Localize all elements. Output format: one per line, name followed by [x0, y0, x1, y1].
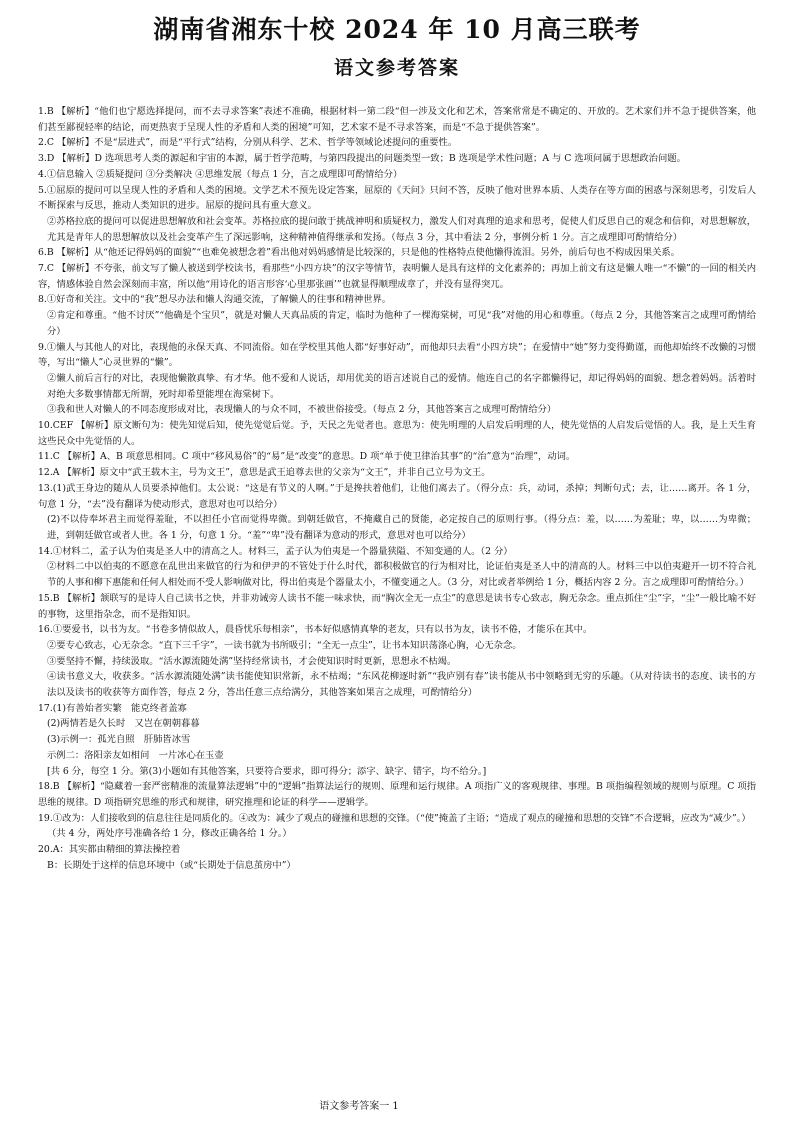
answer-subpoint: ②苏格拉底的提问可以促进思想解放和社会变革。苏格拉底的提问敢于挑战神明和质疑权力，激发人们对真理的追求和思考，促使人们反思自己的观念和信仰，对思想解放，尤其是青年人的思想解放以及社会变革产生了深远影响，这种精神值得继承和发扬。（每点 3 分，其中看法 2 分，事例分析 1 分。言之成理即可酌情给分） [47, 215, 756, 243]
answer-text: 17.(1)有善始者实繁 能克终者盖寡 [38, 702, 187, 714]
answer-item [38, 779, 756, 810]
answer-item [38, 261, 756, 292]
answer-item [38, 245, 756, 261]
answer-subpoint: 示例二：洛阳亲友如相问 一片冰心在玉壶 [47, 749, 224, 761]
answer-text: 10.CEF 【解析】原文断句为：使先知觉后知，使先觉觉后觉。予，天民之先觉者也。意思为：使先明理的人启发后明理的人，使先觉悟的人启发后觉悟的人。我，是上天生育这些民众中先觉悟的人。 [38, 420, 756, 447]
answer-item [38, 167, 756, 183]
answer-list [38, 104, 756, 873]
answer-subpoint: ④读书意义大，收获多。“活水源流随处满”读书能使知识常新，永不枯竭；“东风花柳逐时新”“我庐别有春”读书能从书中领略到无穷的乐趣。（从对待读书的态度、读书的方法以及读书的收获等方面作答，每点 2 分，答出任意三点给满分，其他答案如果言之成理，可酌情给分） [47, 671, 756, 699]
answer-text: 4.①信息输入 ②质疑提问 ③分类解决 ④思维发展（每点 1 分，言之成理即可酌情给分） [38, 168, 403, 180]
answer-subpoint: ②材料二中以伯夷的不愿意在乱世出来做官的行为和伊尹的不管处于什么时代，都积极做官的行为相对比，论证伯夷是圣人中的清高的人。材料三中以伯夷避开一切不符合礼节的人事和柳下惠能和任何人相处而不受人影响做对比，得出伯夷是个器量太小，不懂变通之人。（3 分，对比或者举例给 1 分，概括内容 2 分。言之成理即可酌情给分。） [47, 561, 756, 589]
answer-text: 18.B 【解析】“隐藏着一套严密精准的流量算法逻辑”中的“逻辑”指算法运行的规则、原理和运行规律。A 项指广义的客观规律、事理。B 项指编程领域的规则与原理。C 项指思维的规律。D 项指研究思维的形式和规律，研究推理和论证的科学——逻辑学。 [38, 781, 756, 808]
answer-subpoint: (2)两情若是久长时 又岂在朝朝暮暮 [47, 718, 200, 730]
answer-text: 20.A：其实都由精细的算法操控着 [38, 844, 181, 856]
answer-item [38, 544, 756, 591]
page-footer: 语文参考答案一 1 [319, 1101, 399, 1112]
answer-subpoint: (2)不以侍奉坏君主而觉得羞耻，不以担任小官而觉得卑微。到朝廷做官，不掩藏自己的贤能，必定按自己的原则行事。（得分点：羞，以……为羞耻；卑，以……为卑微；进，到朝廷做官或者人世。各 1 分，句意 1 分。“羞”“卑”没有翻译为意动的形式，意思对也可以给分） [47, 514, 756, 541]
answer-text: 11.C 【解析】A、B 项意思相同。C 项中“移风易俗”的“易”是“改变”的意思。D 项“单于使卫律治其事”的“治”意为“治理”，动词。 [38, 451, 576, 463]
answer-subpoint: （共 4 分，两处序号准确各给 1 分，修改正确各给 1 分。） [47, 828, 292, 840]
answer-text: 16.①要爱书，以书为友。“书卷多情似故人，晨昏忧乐每相亲”，书本好似感情真挚的老友，只有以书为友，读书不倦，才能乐在其中。 [38, 624, 593, 636]
answer-text: 2.C 【解析】不是“层进式”，而是“平行式”结构，分别从科学、艺术、哲学等领域论述提问的重要性。 [38, 137, 458, 149]
answer-item [38, 151, 756, 167]
answer-subpoint: [共 6 分，每空 1 分。第(3)小题如有其他答案，只要符合要求，即可得分；添字、缺字、错字，均不给分。] [47, 765, 487, 777]
answer-subpoint: ②懒人前后言行的对比，表现他懒散真挚、有才华。他不爱和人说话，却用优美的语言述说自己的爱情。他连自己的名字都懒得记，却记得妈妈的面貌、想念着妈妈。活着时对绝大多数事情都无所谓，死时却希望能埋在海棠树下。 [47, 372, 756, 400]
exam-title: 湖南省湘东十校 2024 年 10 月高三联考 [153, 15, 641, 44]
answer-item [38, 449, 756, 465]
answer-text: 7.C 【解析】不夸张，前文写了懒人被送到学校读书，看那些“小四方块”的汉字等情节，表明懒人是具有这样的文化素养的；再加上前文有这是懒人唯一“不懒”的一回的相关内容，情感体验自然会深刻而丰富，所以他“用诗化的语言形容‘心里那张画’”也就显得顺理成章了，并没有显得突兀。 [38, 263, 756, 290]
answer-text: 19.①改为：人们接收到的信息往往是同质化的。④改为：减少了观点的碰撞和思想的交锋。（“使”掩盖了主语；“造成了观点的碰撞和思想的交锋”不合逻辑，应改为“减少”。） [38, 812, 751, 824]
answer-item [38, 465, 756, 481]
answer-item [38, 135, 756, 151]
answer-item [38, 701, 756, 780]
answer-subpoint: (3)示例一：孤光自照 肝肺皆冰雪 [47, 734, 191, 746]
answer-subpoint: ②肯定和尊重。“他不讨厌”“他确是个宝贝”，就是对懒人天真品质的肯定，临时为他种了一棵海棠树，可见“我”对他的用心和尊重。（每点 2 分，其他答案言之成理可酌情给分） [47, 310, 756, 337]
answer-item [38, 622, 756, 701]
answer-text: 8.①好奇和关注。文中的“我”想尽办法和懒人沟通交流，了解懒人的往事和精神世界。 [38, 294, 392, 306]
answer-item [38, 811, 756, 842]
answer-subpoint: ③要坚持不懈，持续汲取。“活水源流随处满”坚持经常读书，才会使知识时时更新，思想永不枯竭。 [47, 655, 457, 667]
answer-key-title: 语文参考答案 [333, 57, 460, 79]
answer-text: 13.(1)武王身边的随从人员要杀掉他们。太公说：“这是有节义的人啊。”于是搀扶着他们，让他们离去了。（得分点：兵，动词，杀掉；判断句式；去，让……离开。各 1 分，句意 1 分，“去”没有翻译为使动形式，意思对也可以给分） [38, 482, 756, 510]
answer-item [38, 292, 756, 339]
answer-item [38, 481, 756, 544]
answer-text: 6.B 【解析】从“他还记得妈妈的面貌”“也难免被想念着”看出他对妈妈感情是比较深的，只是他的性格特点使他懒得流泪。另外，前后句也不构成因果关系。 [38, 247, 680, 259]
answer-item [38, 183, 756, 246]
answer-text: 1.B 【解析】“他们也宁愿选择提问，而不去寻求答案”表述不准确，根据材料一第二段“但一涉及文化和艺术，答案常常是不确定的、开放的。艺术家们并不急于提供答案，他们甚至鄙视轻率的结论，而更热衷于呈现人性的矛盾和人类的困境”可知，艺术家不是不寻求答案，而是“不急于提供答案”。 [38, 106, 756, 133]
answer-subpoint: ③我和世人对懒人的不同态度形成对比，表现懒人的与众不同，不被世俗接受。（每点 2 分，其他答案言之成理可酌情给分） [47, 404, 557, 416]
answer-subpoint: ②要专心致志，心无杂念。“直下三千字”，一读书就为书所吸引；“全无一点尘”，让书本知识荡涤心胸，心无杂念。 [47, 639, 522, 651]
answer-item [38, 591, 756, 622]
answer-text: 3.D 【解析】D 选项思考人类的源起和宇宙的本源，属于哲学范畴，与第四段提出的问题类型一致；B 选项是学术性问题；A 与 C 选项问属于思想政治问题。 [38, 153, 686, 165]
answer-item [38, 340, 756, 419]
answer-text: 15.B 【解析】颔联写的是诗人自己读书之快，并非劝诫旁人读书不能一味求快，而“胸次全无一点尘”的意思是读书专心致志，胸无杂念。重点抓住“尘”字，“尘”一般比喻不好的事物，这里指杂念，而不是指知识。 [38, 592, 756, 620]
answer-item [38, 842, 756, 873]
answer-text: 14.①材料二，孟子认为伯夷是圣人中的清高之人。材料三，孟子认为伯夷是一个器量狭隘、不知变通的人。（2 分） [38, 545, 513, 557]
answer-subpoint: B：长期处于这样的信息环境中（或“长期处于信息茧房中”） [47, 859, 296, 871]
answer-item [38, 418, 756, 449]
answer-text: 9.①懒人与其他人的对比，表现他的永保天真、不同流俗。如在学校里其他人都“好事好动”，而他却只去看“小四方块”；在爱情中“她”努力变得勤谨，而他却始终不改懒的习惯等，写出“懒人”心灵世界的“懒”。 [38, 341, 756, 369]
answer-text: 5.①屈原的提问可以呈现人性的矛盾和人类的困境。文学艺术不预先设定答案，屈原的《天问》只问不答，反映了他对世界本质、人类存在等方面的困惑与深刻思考，引发后人不断探索与反思，推动人类知识的进步。屈原的提问具有重大意义。 [38, 184, 756, 212]
answer-text: 12.A 【解析】原文中“武王载木主，号为文王”，意思是武王追尊去世的父亲为“文王”，并非自己立号为文王。 [38, 467, 491, 479]
answer-item [38, 104, 756, 135]
